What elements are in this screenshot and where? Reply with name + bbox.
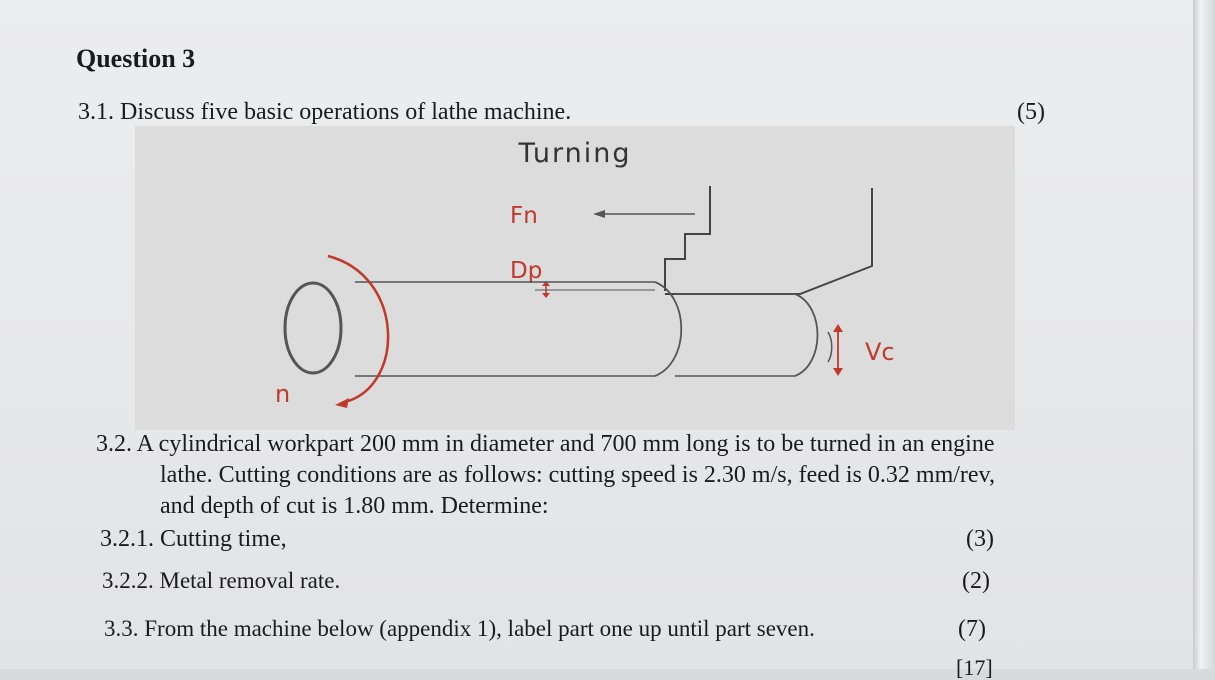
feed-label: Fn — [510, 203, 538, 229]
workpiece-end — [655, 282, 681, 376]
q32-line3: and depth of cut is 1.80 mm. Determine: — [160, 493, 549, 519]
rotation-label: n — [275, 380, 291, 408]
q322-text: 3.2.2. Metal removal rate. — [102, 568, 341, 593]
speed-label: Vc — [865, 338, 895, 366]
question-heading: Question 3 — [76, 44, 196, 73]
cutting-tool-pointed — [665, 188, 872, 294]
turning-diagram — [135, 126, 1015, 430]
turning-figure — [135, 126, 1015, 430]
monitor-bezel — [1193, 0, 1215, 669]
feed-arrowhead — [593, 210, 605, 218]
q33-text: 3.3. From the machine below (appendix 1), label part one up until part seven. — [104, 616, 815, 641]
figure-title: Turning — [518, 138, 632, 169]
q31-marks: (5) — [1017, 99, 1045, 125]
turned-section-end — [795, 294, 818, 376]
q31-text: 3.1. Discuss five basic operations of lathe machine. — [78, 99, 572, 125]
cutting-tool-stepped — [665, 186, 710, 291]
q33-marks: (7) — [958, 616, 986, 642]
q322-marks: (2) — [962, 568, 990, 594]
q32-line2: lathe. Cutting conditions are as follows: cutting speed is 2.30 m/s, feed is 0.32 mm/rev, — [160, 462, 995, 488]
q321-marks: (3) — [966, 526, 994, 552]
depth-label: Dp — [510, 258, 543, 284]
total-marks: [17] — [956, 655, 993, 680]
q321-text: 3.2.1. Cutting time, — [100, 526, 287, 552]
q32-line1: 3.2. A cylindrical workpart 200 mm in diameter and 700 mm long is to be turned in an engine — [96, 431, 995, 457]
rotation-arrow — [328, 256, 388, 402]
end-face-ellipse — [285, 283, 341, 373]
